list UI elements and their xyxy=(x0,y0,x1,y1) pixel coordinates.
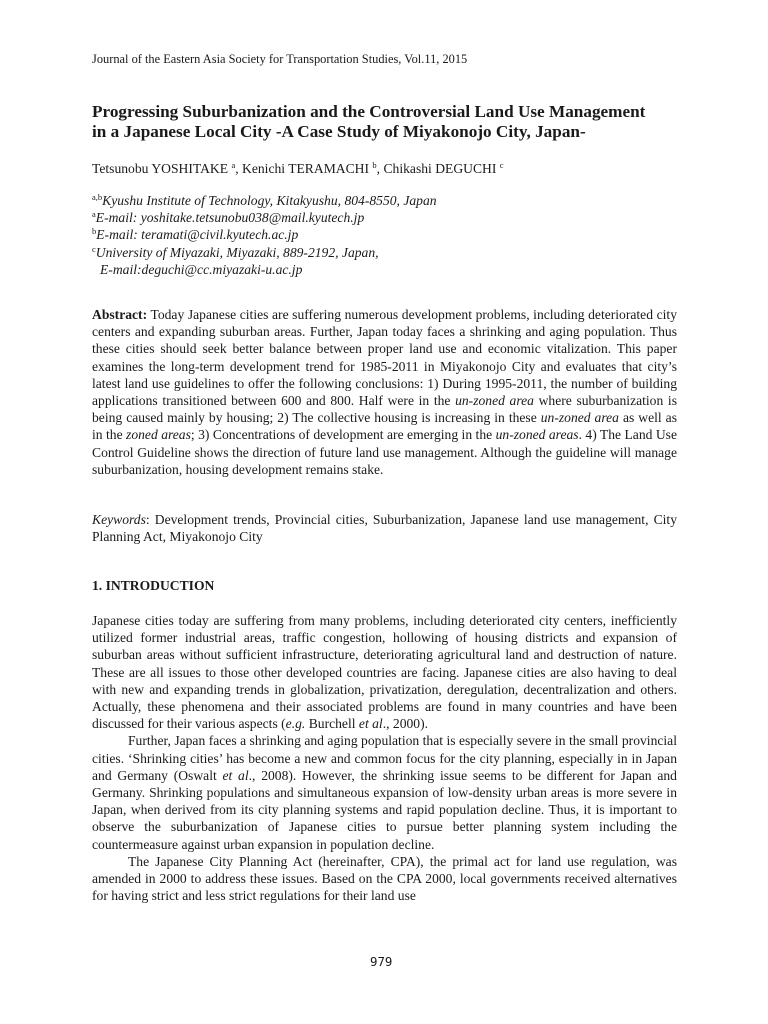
section-heading-introduction: 1. INTRODUCTION xyxy=(92,578,215,593)
abstract-text: Today Japanese cities are suffering numerous development problems, including deteriorated city centers and expanding suburban areas. Further, Japan today faces a shrinking and aging population. Thus these cities should seek better balance between proper land use and economic vitalization. This paper examines the long-term development trend for 1985-2011 in Miyakonojo City and evaluates that city’s latest land use guidelines to offer the following conclusions: 1) During 1995-2011, the number of building applications transitioned between 600 and 800. Half were in the xyxy=(92,307,677,409)
author-1-sup: a xyxy=(231,160,236,170)
author-3-sup: c xyxy=(499,160,504,170)
author-list xyxy=(92,161,504,177)
abstract-emphasis: zoned areas xyxy=(126,427,191,443)
journal-header: Journal of the Eastern Asia Society for Transportation Studies, Vol.11, 2015 xyxy=(92,52,468,66)
affiliation-sup: c xyxy=(92,243,96,254)
author-2: , Kenichi TERAMACHI xyxy=(235,161,370,176)
intro-paragraph-3: The Japanese City Planning Act (hereinafter, CPA), the primal act for land use regulation, was amended in 2000 to address these issues. Based on the CPA 2000, local governments received alternatives for having strict and less strict regulations for their land use xyxy=(92,853,677,904)
affiliation-line xyxy=(92,209,437,226)
keywords-label: Keywords xyxy=(92,512,146,527)
page-number: 979 xyxy=(370,954,393,969)
abstract-text: as well as in the xyxy=(92,410,677,443)
keywords-text: : Development trends, Provincial cities, Suburbanization, Japanese land use management, City Planning Act, Miyakonojo City xyxy=(92,512,677,545)
paper-title xyxy=(92,102,692,142)
affiliation-line xyxy=(92,192,437,209)
affiliation-line xyxy=(92,244,437,261)
affiliation-sup: a,b xyxy=(92,192,103,202)
affiliation-text: Kyushu Institute of Technology, Kitakyushu, 804-8550, Japan xyxy=(102,193,437,208)
intro-paragraph-1: Japanese cities today are suffering from many problems, including deteriorated city centers, inefficiently utilized former industrial areas, traffic congestion, hollowing of housing districts and expansion of suburban areas without sufficient infrastructure, deteriorating agricultural land and destruction of nature. These are all issues to those other developed countries are facing. Japanese cities are also having to deal with new and expanding trends in globalization, privatization, deregulation, decentralization and others. Actually, these phenomena and their associated problems are found in many countries and have been discussed for their various aspects (e.g. Burchell et al., 2000). xyxy=(92,613,677,732)
title-line-2: in a Japanese Local City -A Case Study of Miyakonojo City, Japan- xyxy=(92,122,586,141)
abstract-text: . 4) The Land Use Control Guideline shows the direction of future land use management. Although the guideline will manage suburbanization, housing development remains stake. xyxy=(92,427,678,477)
affiliation-sup: b xyxy=(92,226,97,237)
affiliation-line xyxy=(92,261,437,278)
abstract-text: where suburbanization is being caused mainly by housing; 2) The collective housing is increasing in these xyxy=(92,393,677,426)
abstract-emphasis: un-zoned area xyxy=(455,393,534,409)
intro-paragraph-2: Further, Japan faces a shrinking and aging population that is especially severe in the small provincial cities. ‘Shrinking cities’ has become a new and common focus for the city planning, especially in in Japan and Germany (Oswalt et al., 2008). However, the shrinking issue seems to be different for Japan and Germany. Shrinking populations and simultaneous expansion of low-density urban areas is more severe in Japan, when derived from its city planning systems and rapid population decline. Thus, it is important to observe the suburbanization of Japanese cities to pursue better planning system including the countermeasure against urban expansion in population decline. xyxy=(92,733,677,852)
author-1: Tetsunobu YOSHITAKE xyxy=(92,161,229,176)
affiliation-text: E-mail: yoshitake.tetsunobu038@mail.kyutech.jp xyxy=(95,210,365,226)
abstract-emphasis: un-zoned area xyxy=(540,410,619,426)
affiliation-sup: a xyxy=(92,209,96,220)
abstract xyxy=(92,306,677,478)
author-2-sup: b xyxy=(372,160,377,170)
abstract-emphasis: un-zoned areas xyxy=(495,427,579,443)
affiliations xyxy=(92,192,437,278)
affiliation-line xyxy=(92,226,437,243)
author-3: , Chikashi DEGUCHI xyxy=(376,161,497,176)
introduction-body xyxy=(92,612,677,904)
abstract-text: ; 3) Concentrations of development are emerging in the xyxy=(190,427,496,443)
affiliation-text: University of Miyazaki, Miyazaki, 889-2192, Japan, xyxy=(95,244,379,260)
affiliation-text: E-mail: teramati@civil.kyutech.ac.jp xyxy=(96,227,299,243)
title-line-1: Progressing Suburbanization and the Controversial Land Use Management xyxy=(92,102,646,121)
affiliation-text: E-mail:deguchi@cc.miyazaki-u.ac.jp xyxy=(100,261,303,277)
abstract-label: Abstract: xyxy=(92,307,148,322)
keywords xyxy=(92,511,677,545)
